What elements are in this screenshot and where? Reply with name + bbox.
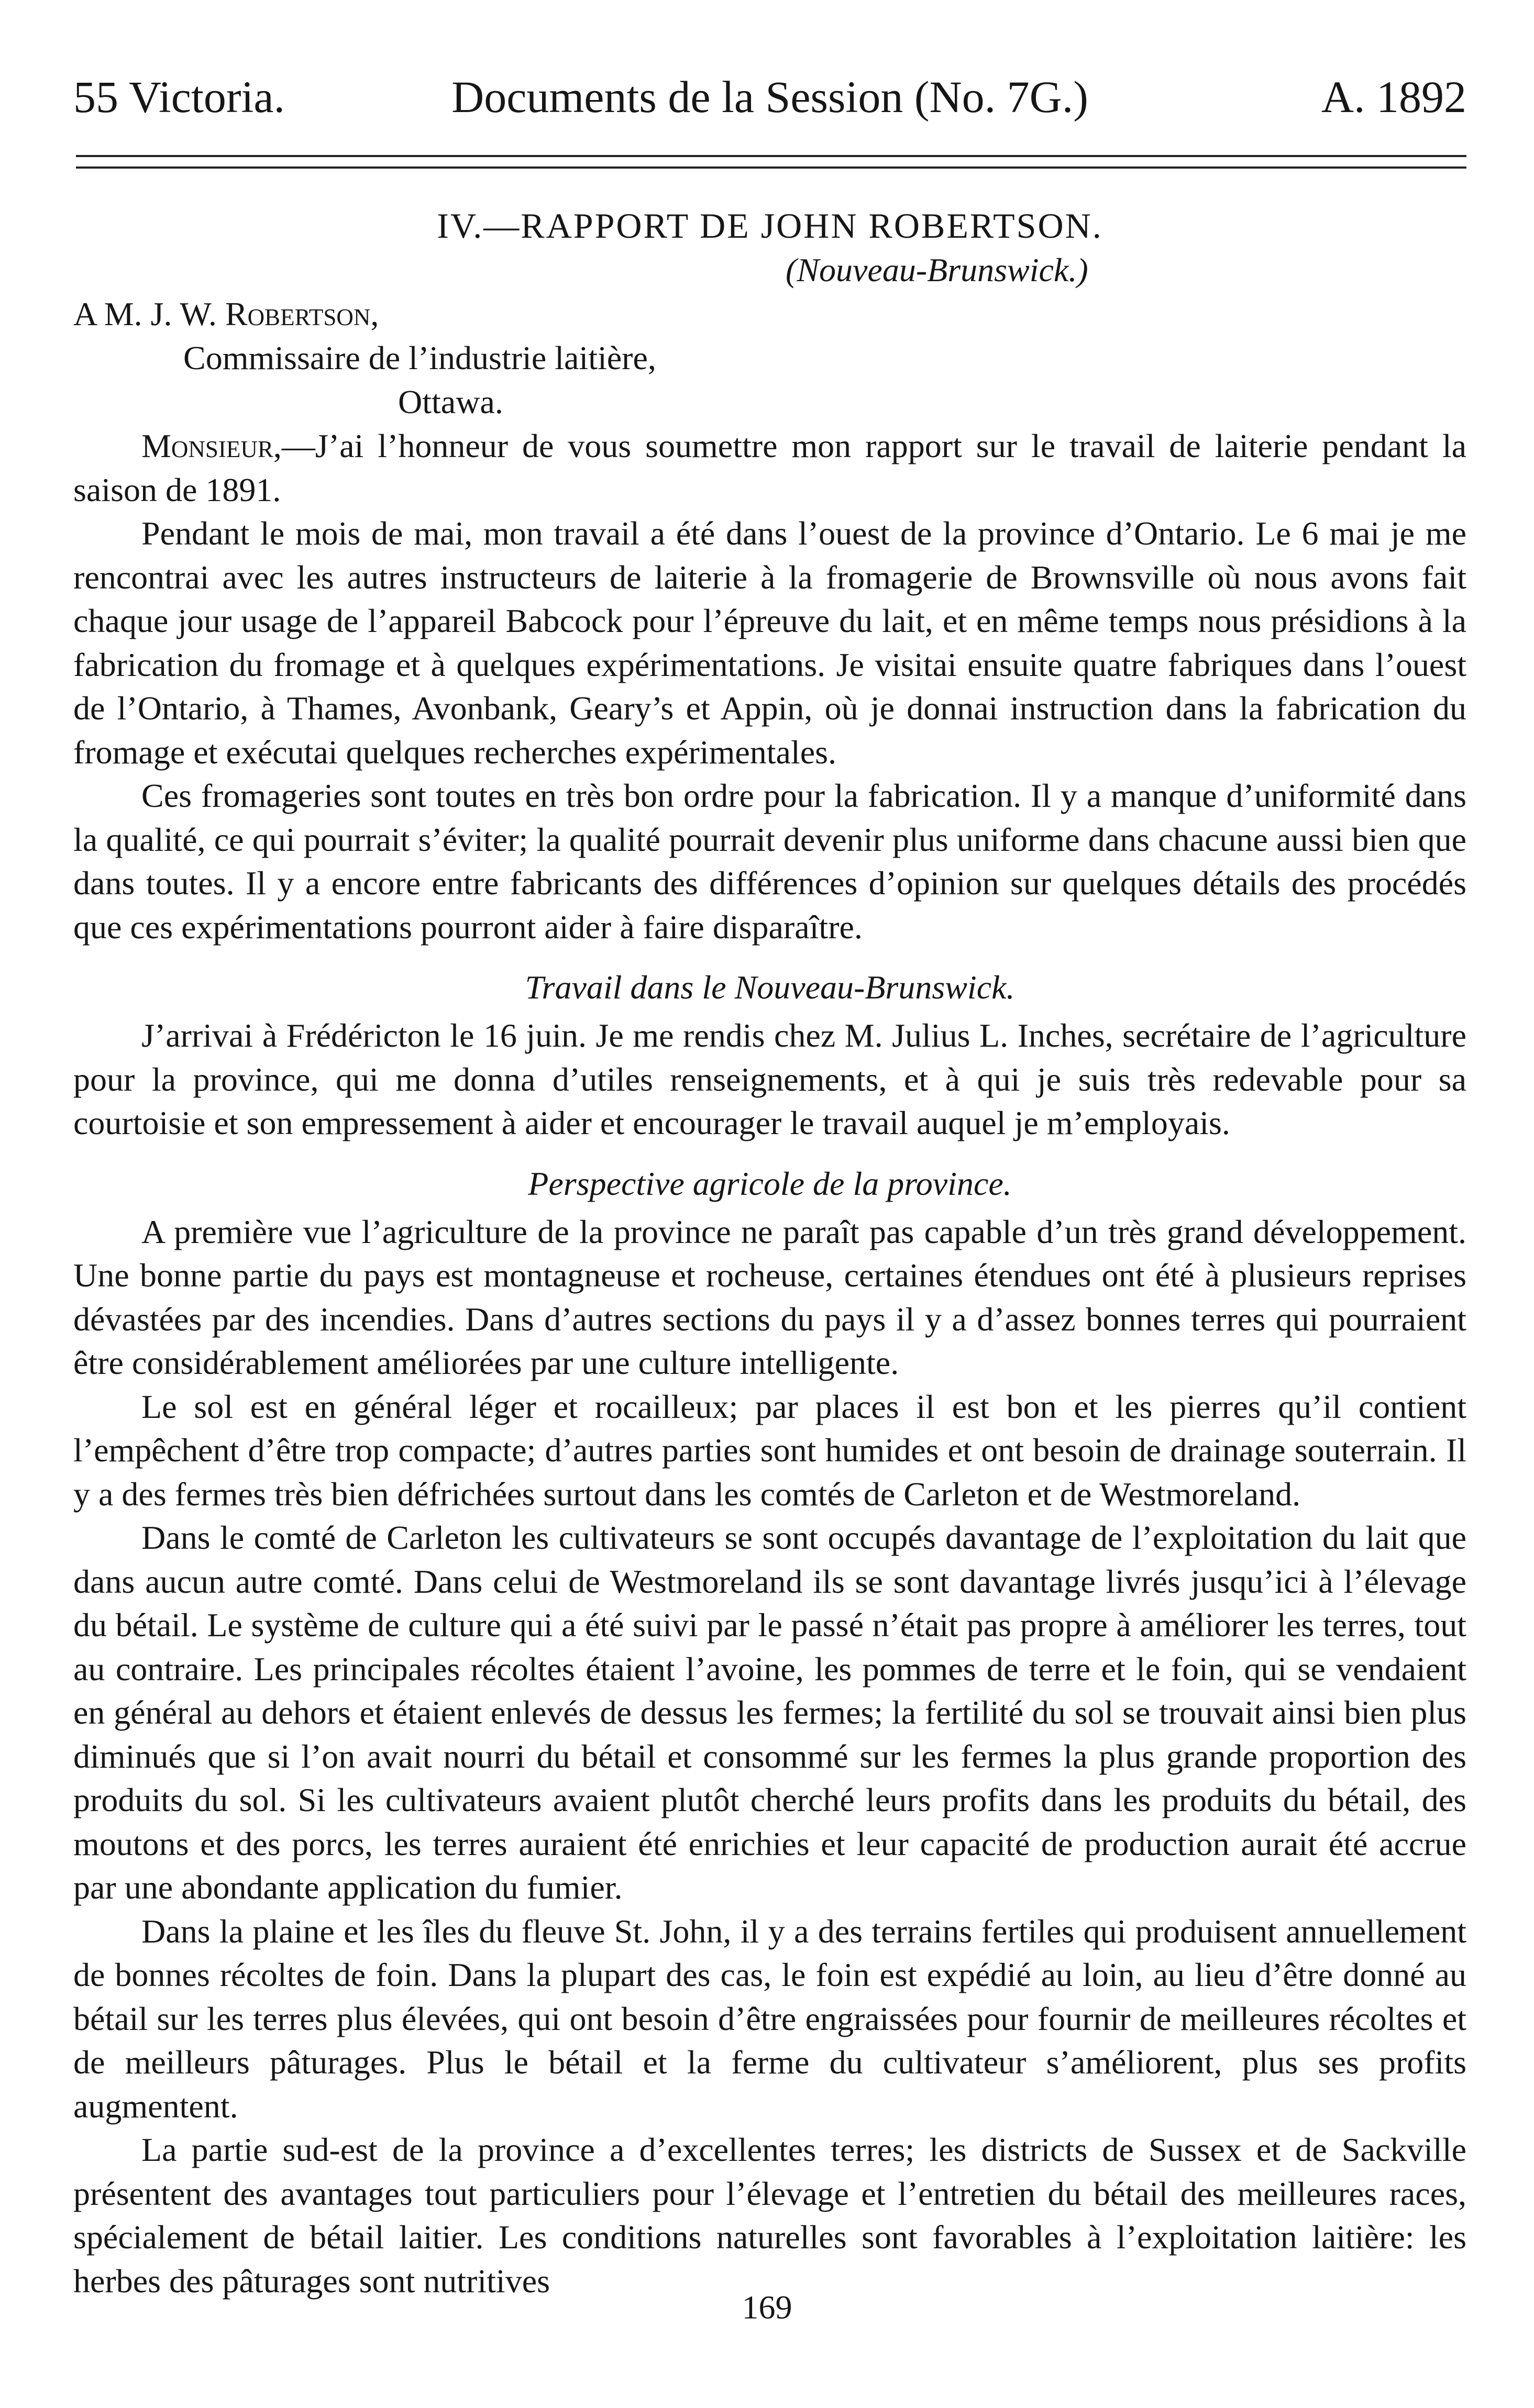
paragraph-st-john: Dans la plaine et les îles du fleuve St. John, il y a des terrains fertiles qui produisent annuellement de bonnes récoltes de foin. Dans la plupart des cas, le foin est expédié au loin, au lieu d’être donné au bétail sur les terres plus élevées, qui ont besoin d’être engraissées pour fournir de meilleures récoltes et de meilleurs pâturages. Plus le bétail et la ferme du cultivateur s’améliorent, plus ses profits augmentent. xyxy=(73,1912,1466,2125)
paragraph-sol: Le sol est en général léger et rocailleux; par places il est bon et les pierres qu’il contient l’empêchent d’être trop compacte; d’autres parties sont humides et ont besoin de drainage souterrain. Il y a des fermes très bien défrichées surtout dans les comtés de Carleton et de Westmoreland. xyxy=(73,1388,1466,1513)
paragraph-ontario: Pendant le mois de mai, mon travail a été dans l’ouest de la province d’Ontario. Le 6 mai je me rencontrai avec les autres instructeurs de laiterie à la fromagerie de Brownsville où nous avons fait chaque jour usage de l’appareil Babcock pour l’épreuve du lait, et en même temps nous présidions à la fabrication du fromage et à quelques expérimentations. Je visitai ensuite quatre fabriques dans l’ouest de l’Ontario, à Thames, Avonbank, Geary’s et Appin, où je donnai instruction dans la fabrication du fromage et exécutai quelques recherches expérimentales. xyxy=(73,515,1466,771)
salutation-text: —J’ai l’honneur de vous soumettre mon rapport sur le travail de laiterie pendant la saison de 1891. xyxy=(73,427,1466,508)
report-title: IV.—RAPPORT DE JOHN ROBERTSON. xyxy=(437,206,1103,246)
header-rule-bottom xyxy=(76,167,1466,169)
page-number: 169 xyxy=(742,2289,792,2326)
paragraph-sud-est: La partie sud-est de la province a d’excellentes terres; les districts de Sussex et de Sackville présentent des avantages tout particuliers pour l’élevage et l’entretien du bétail des meilleures races, spécialement de bétail laitier. Les conditions naturelles sont favorables à l’exploitation laitière: les herbes des pâturages sont nutritives xyxy=(73,2131,1466,2300)
paragraph-carleton: Dans le comté de Carleton les cultivateurs se sont occupés davantage de l’exploitation du lait que dans aucun autre comté. Dans celui de Westmoreland ils se sont davantage livrés jusqu’ici à l’élevage du bétail. Le système de culture qui a été suivi par le passé n’était pas propre à améliorer les terres, tout au contraire. Les principales récoltes étaient l’avoine, les pommes de terre et le foin, qui se vendaient en général au dehors et étaient enlevés de dessus les fermes; la fertilité du sol se trouvait ainsi bien plus diminués que si l’on avait nourri du bétail et consommé sur les fermes la plus grande proportion des produits du sol. Si les cultivateurs avaient plutôt cherché leurs profits dans les produits du bétail, des moutons et des porcs, les terres auraient été enrichies et leur capacité de production aurait été accrue par une abondante application du fumier. xyxy=(73,1519,1466,1906)
header-year: A. 1892 xyxy=(1321,72,1466,122)
header-rule-top xyxy=(76,155,1466,157)
report-subtitle: (Nouveau-Brunswick.) xyxy=(786,251,1088,288)
paragraph-premiere-vue: A première vue l’agriculture de la province ne paraît pas capable d’un très grand développement. Une bonne partie du pays est montagneuse et rocheuse, certaines étendues ont été à plusieurs reprises dévastées par des incendies. Dans d’autres sections du pays il y a d’assez bonnes terres qui pourraient être considérablement améliorées par une culture intelligente. xyxy=(73,1213,1466,1381)
paragraph-fredericton: J’arrivai à Frédéricton le 16 juin. Je me rendis chez M. Julius L. Inches, secrétaire de l’agriculture pour la province, qui me donna d’utiles renseignements, et à qui je suis très redevable pour sa courtoisie et son empressement à aider et encourager le travail auquel je m’employais. xyxy=(73,1017,1466,1141)
salutation-paragraph xyxy=(73,424,1466,512)
report-body xyxy=(73,204,1466,2303)
salutation-word: Monsieur, xyxy=(141,427,282,464)
section-heading-travail: Travail dans le Nouveau-Brunswick. xyxy=(525,969,1015,1006)
header-regnal-year: 55 Victoria. xyxy=(73,72,285,122)
section-heading-perspective: Perspective agricole de la province. xyxy=(528,1164,1012,1202)
address-line-3: Ottawa. xyxy=(398,383,503,420)
running-header xyxy=(73,68,1466,126)
address-line-2: Commissaire de l’industrie laitière, xyxy=(183,339,656,376)
address-name: Robertson, xyxy=(225,295,379,332)
address-line-1 xyxy=(73,292,1466,336)
address-prefix: A M. J. W. xyxy=(73,295,225,332)
header-session-documents: Documents de la Session (No. 7G.) xyxy=(451,72,1088,122)
paragraph-fromageries: Ces fromageries sont toutes en très bon ordre pour la fabrication. Il y a manque d’uniformité dans la qualité, ce qui pourrait s’éviter; la qualité pourrait devenir plus uniforme dans chacune aussi bien que dans toutes. Il y a encore entre fabricants des différences d’opinion sur quelques détails des procédés que ces expérimentations pourront aider à faire disparaître. xyxy=(73,777,1466,946)
